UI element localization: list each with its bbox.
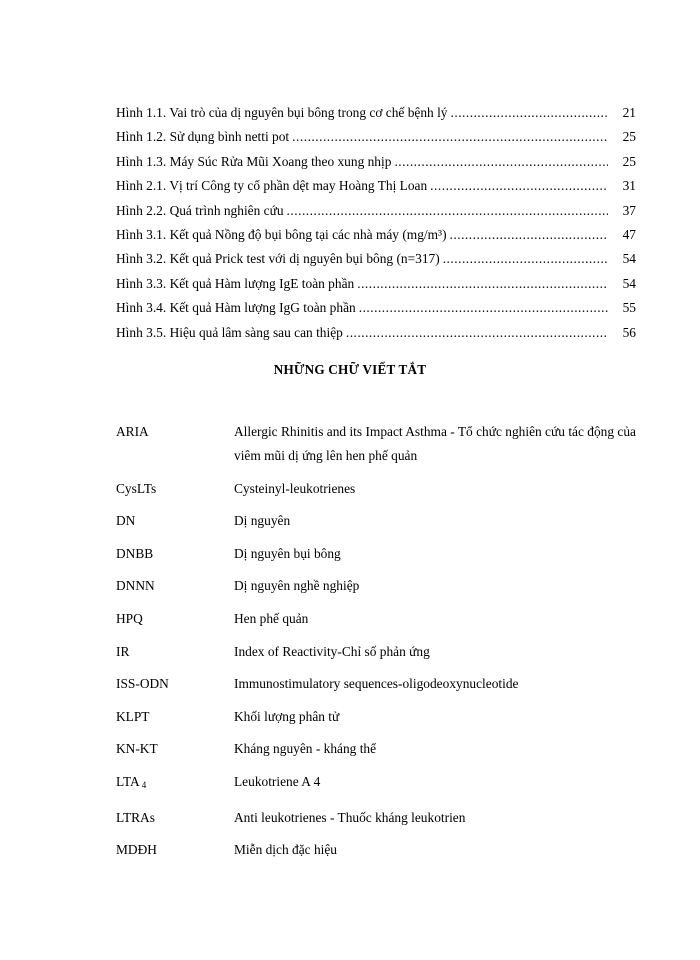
abbreviation-term: DN [116,513,136,529]
figure-entry [116,203,636,227]
abbreviation-entry [116,737,636,761]
figure-page-number: 55 [622,300,636,316]
abbreviation-term: ARIA [116,424,149,439]
figure-entry [116,178,636,202]
figure-page-number: 25 [622,129,636,145]
abbreviation-definition: Cysteinyl-leukotrienes [234,480,356,496]
abbreviation-entry [116,806,636,830]
abbreviation-entry [116,574,636,598]
abbreviation-definition: Allergic Rhinitis and its Impact Asthma - Tổ chức nghiên cứu tác động của viêm mũi dị ứng lên hen phế quản [234,424,636,463]
figure-label: Hình 1.2. Sử dụng bình netti pot [116,129,290,145]
figure-label: Hình 3.1. Kết quả Nồng độ bụi bông tại các nhà máy (mg/m³) [116,226,447,242]
abbreviation-entry [116,770,636,797]
abbreviation-definition: Hen phế quản [234,610,309,626]
figure-list [116,105,636,349]
abbreviation-term: IR [116,643,130,659]
dot-leader [287,203,608,219]
figure-entry [116,325,636,349]
abbreviation-term: MDĐH [116,842,157,858]
figure-page-number: 31 [622,178,636,194]
abbreviation-definition: Kháng nguyên - kháng thể [234,741,377,757]
abbreviation-entry [116,420,636,468]
figure-page-number: 37 [622,202,636,218]
abbreviation-term-subscript: 4 [141,779,147,790]
abbreviation-definition: Dị nguyên nghề nghiệp [234,578,360,594]
abbreviation-term: CysLTs [116,480,157,496]
abbreviation-term: DNNN [116,578,155,594]
figure-entry [116,276,636,300]
abbreviation-definition: Khối lượng phân tử [234,708,340,724]
abbreviation-definition: Dị nguyên bụi bông [234,545,341,561]
abbreviation-term: KN-KT [116,741,158,757]
abbreviation-entry [116,672,636,696]
figure-label: Hình 1.3. Máy Súc Rửa Mũi Xoang theo xung nhịp [116,153,392,169]
figure-entry [116,105,636,129]
dot-leader [394,154,608,170]
abbreviation-definition: Immunostimulatory sequences-oligodeoxynucleotide [234,676,519,692]
abbreviation-term: ISS-ODN [116,676,169,692]
figure-entry [116,154,636,178]
figure-entry [116,129,636,153]
dot-leader [346,325,608,341]
abbreviation-entry [116,509,636,533]
dot-leader [292,129,608,145]
abbreviation-definition: Index of Reactivity-Chỉ số phản ứng [234,643,430,659]
figure-page-number: 25 [622,153,636,169]
figure-label: Hình 2.2. Quá trình nghiên cứu [116,202,284,218]
abbreviation-definition: Leukotriene A 4 [234,773,321,789]
figure-entry [116,227,636,251]
abbreviation-term [116,770,234,797]
figure-page-number: 56 [622,324,636,340]
abbreviation-term-text: LTA [116,773,140,789]
abbreviation-entry [116,640,636,664]
figure-label: Hình 3.5. Hiệu quả lâm sàng sau can thiệp [116,324,343,340]
abbreviation-term: KLPT [116,708,150,724]
abbreviation-entry [116,705,636,729]
figure-page-number: 54 [622,275,636,291]
abbreviations-heading: NHỮNG CHỮ VIẾT TẮT [273,362,427,377]
dot-leader [451,105,609,121]
figure-entry [116,251,636,275]
figure-entry [116,300,636,324]
dot-leader [443,251,608,267]
abbreviation-definition: Anti leukotrienes - Thuốc kháng leukotrien [234,809,466,825]
abbreviation-entry [116,477,636,501]
figure-label: Hình 3.3. Kết quả Hàm lượng IgE toàn phần [116,275,355,291]
abbreviation-entry [116,607,636,631]
abbreviation-definition: Miễn dịch đặc hiệu [234,842,337,858]
dot-leader [357,276,608,292]
abbreviation-term: DNBB [116,545,154,561]
dot-leader [430,178,608,194]
dot-leader [359,300,608,316]
figure-page-number: 21 [622,105,636,120]
abbreviation-definition: Dị nguyên [234,513,291,529]
figure-label: Hình 3.4. Kết quả Hàm lượng IgG toàn phần [116,300,356,316]
figure-label: Hình 2.1. Vị trí Công ty cổ phần dệt may Hoàng Thị Loan [116,178,428,194]
abbreviation-term: HPQ [116,610,143,626]
figure-label: Hình 1.1. Vai trò của dị nguyên bụi bông trong cơ chế bệnh lý [116,105,448,120]
abbreviation-list [116,420,636,871]
figure-page-number: 47 [622,226,636,242]
figure-page-number: 54 [622,251,636,267]
dot-leader [450,227,608,243]
abbreviation-entry [116,542,636,566]
abbreviation-term: LTRAs [116,809,155,825]
figure-label: Hình 3.2. Kết quả Prick test với dị nguyên bụi bông (n=317) [116,251,440,267]
abbreviation-entry [116,838,636,862]
